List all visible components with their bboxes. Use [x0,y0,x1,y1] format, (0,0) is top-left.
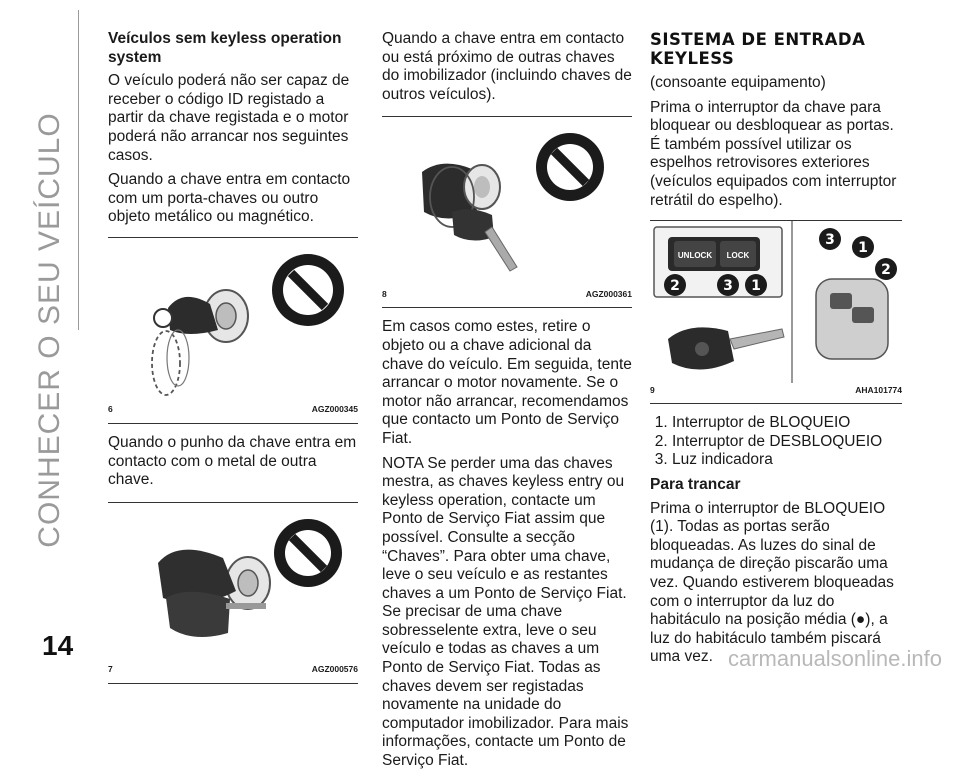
figure-7-code: AGZ000576 [311,664,358,675]
section-rule [78,10,79,330]
col3-paragraph-2: Prima o interruptor da chave para bloquear ou desbloquear as portas. É também possível utilizar os espelhos retrovisores exteriores (veículos equipados com interruptor retrátil do espelho). [650,98,897,209]
marker-3: 3 [723,278,733,295]
figure-8-code: AGZ000361 [585,288,632,299]
subheading-lock: Para trancar [650,475,741,493]
figure-9-number: 9 [650,384,655,395]
col3-paragraph-1: (consoante equipamento) [650,74,826,91]
legend-item: 1. Interruptor de BLOQUEIO [672,414,902,433]
keys-near-keys-prohibited-illustration [382,117,632,285]
col3-paragraph-3: Prima o interruptor de BLOQUEIO (1). Todas as portas serão bloqueadas. As luzes do sinal de mudança de direção piscarão uma vez. Quando estiverem bloqueadas com o interruptor da luz do habitáculo na posição média (●), a luz do habitáculo também piscará uma vez. [650,499,894,666]
legend-item: 3. Luz indicadora [672,451,902,470]
column-1 [108,30,358,694]
marker-2: 2 [670,278,680,295]
two-keys-prohibited-illustration [108,503,358,663]
section-heading: SISTEMA DE ENTRADA KEYLESS [650,30,866,68]
figure-8 [382,116,632,308]
column-3 [650,30,902,673]
col1-paragraph-1: O veículo poderá não ser capaz de receber o código ID registado a partir da chave registada e o motor poderá não arrancar nos seguintes casos. [108,72,350,164]
key-ring-prohibited-illustration [108,238,358,403]
figure-7 [108,502,358,684]
section-title: CONHECER O SEU VEÍCULO [33,112,66,548]
marker-1: 1 [751,278,761,295]
legend-item: 2. Interruptor de DESBLOQUEIO [672,433,902,452]
figure-7-number: 7 [108,664,113,675]
figure-9-legend [650,414,902,470]
col1-paragraph-3: Quando o punho da chave entra em contacto com o metal de outra chave. [108,433,357,489]
figure-6-number: 6 [108,404,113,415]
col2-paragraph-1: Quando a chave entra em contacto ou está próximo de outras chaves do imobilizador (incluindo chaves de outros veículos). [382,30,632,103]
figure-9 [650,220,902,404]
figure-6 [108,237,358,424]
column-2 [382,30,632,777]
marker-3-right: 3 [825,232,835,249]
lock-label: LOCK [726,251,750,261]
watermark: carmanualsonline.info [727,646,942,671]
figure-6-code: AGZ000345 [311,404,358,415]
keyless-remote-illustration [650,221,902,383]
col1-paragraph-2: Quando a chave entra em contacto com um porta-chaves ou outro objeto metálico ou magnético. [108,171,351,226]
col1-heading: Veículos sem keyless operation system [108,30,342,66]
figure-9-code: AHA101774 [855,384,902,395]
unlock-label: UNLOCK [677,251,713,261]
marker-1-right: 1 [858,240,868,257]
figure-8-number: 8 [382,288,387,299]
col2-paragraph-2: Em casos como estes, retire o objeto ou a chave adicional da chave do veículo. Em seguida, tente arrancar o motor novamente. Se o motor não arrancar, recomendamos que contacto um Ponto de Serviço Fiat. [382,318,632,447]
page-number: 14 [42,630,74,661]
marker-2-right: 2 [881,262,891,279]
col2-note: NOTA Se perder uma das chaves mestra, as chaves keyless entry ou keyless operation, contacte um Ponto de Serviço Fiat assim que possível. Consulte a secção “Chaves”. Para obter uma chave, leve o seu veículo e as restantes chaves a um Ponto de Serviço Fiat. Se precisar de uma chave sobresselente extra, leve o seu veículo e todas as chaves a um Ponto de Serviço Fiat. Todas as chaves devem ser registadas novamente na unidade do computador imobilizador. Para mais informações, contacte um Ponto de Serviço Fiat. [382,454,629,770]
